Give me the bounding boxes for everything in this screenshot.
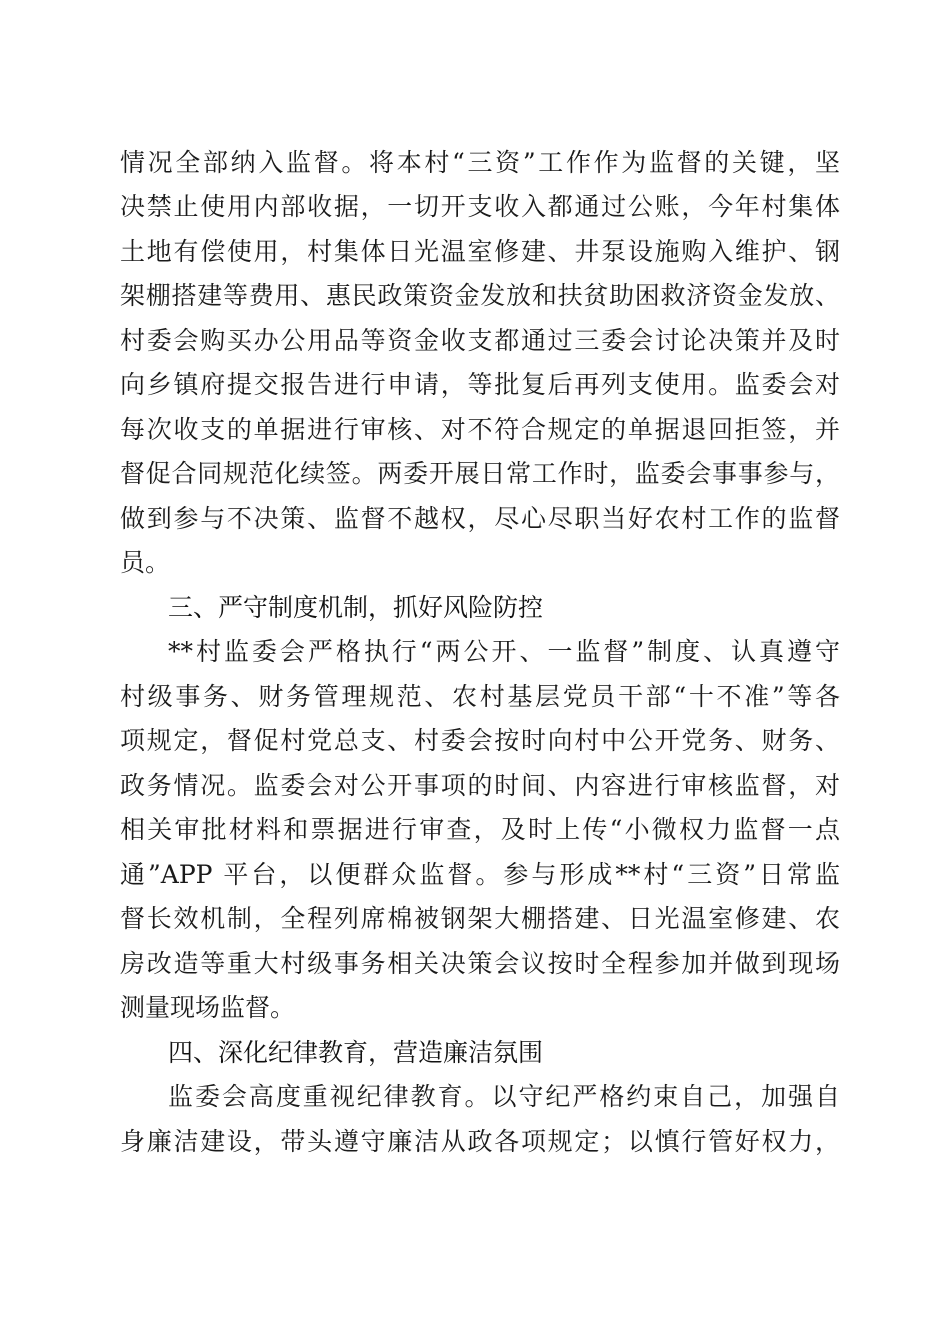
paragraph-line: 做到参与不决策、监督不越权，尽心尽职当好农村工作的监督	[120, 504, 840, 533]
paragraph-line: 村级事务、财务管理规范、农村基层党员干部“十不准”等各	[120, 682, 840, 711]
paragraph-line: 监委会高度重视纪律教育。以守纪严格约束自己，加强自	[168, 1082, 840, 1111]
paragraph-line: 员。	[120, 548, 171, 577]
section-heading-3: 三、严守制度机制，抓好风险防控	[168, 593, 544, 622]
paragraph-line: 向乡镇府提交报告进行申请，等批复后再列支使用。监委会对	[120, 370, 840, 399]
paragraph-line: 督促合同规范化续签。两委开展日常工作时，监委会事事参与，	[120, 459, 840, 488]
paragraph-line: 架棚搭建等费用、惠民政策资金发放和扶贫助困救济资金发放、	[120, 281, 840, 310]
paragraph-line: 测量现场监督。	[120, 993, 296, 1022]
paragraph-line: 身廉洁建设，带头遵守廉洁从政各项规定；以慎行管好权力，	[120, 1127, 840, 1156]
paragraph-line: **村监委会严格执行“两公开、一监督”制度、认真遵守	[168, 637, 840, 666]
section-heading-4: 四、深化纪律教育，营造廉洁氛围	[168, 1038, 544, 1067]
paragraph-line: 情况全部纳入监督。将本村“三资”工作作为监督的关键，坚	[120, 148, 840, 177]
paragraph-line: 村委会购买办公用品等资金收支都通过三委会讨论决策并及时	[120, 326, 840, 355]
paragraph-line: 通”APP 平台，以便群众监督。参与形成**村“三资”日常监	[120, 860, 840, 889]
paragraph-line: 决禁止使用内部收据，一切开支收入都通过公账，今年村集体	[120, 192, 840, 221]
paragraph-line: 相关审批材料和票据进行审查，及时上传“小微权力监督一点	[120, 815, 840, 844]
paragraph-line: 政务情况。监委会对公开事项的时间、内容进行审核监督，对	[120, 771, 840, 800]
paragraph-line: 每次收支的单据进行审核、对不符合规定的单据退回拒签，并	[120, 415, 840, 444]
paragraph-line: 项规定，督促村党总支、村委会按时向村中公开党务、财务、	[120, 726, 840, 755]
paragraph-line: 土地有偿使用，村集体日光温室修建、井泵设施购入维护、钢	[120, 237, 840, 266]
paragraph-line: 房改造等重大村级事务相关决策会议按时全程参加并做到现场	[120, 949, 840, 978]
paragraph-line: 督长效机制，全程列席棉被钢架大棚搭建、日光温室修建、农	[120, 904, 840, 933]
